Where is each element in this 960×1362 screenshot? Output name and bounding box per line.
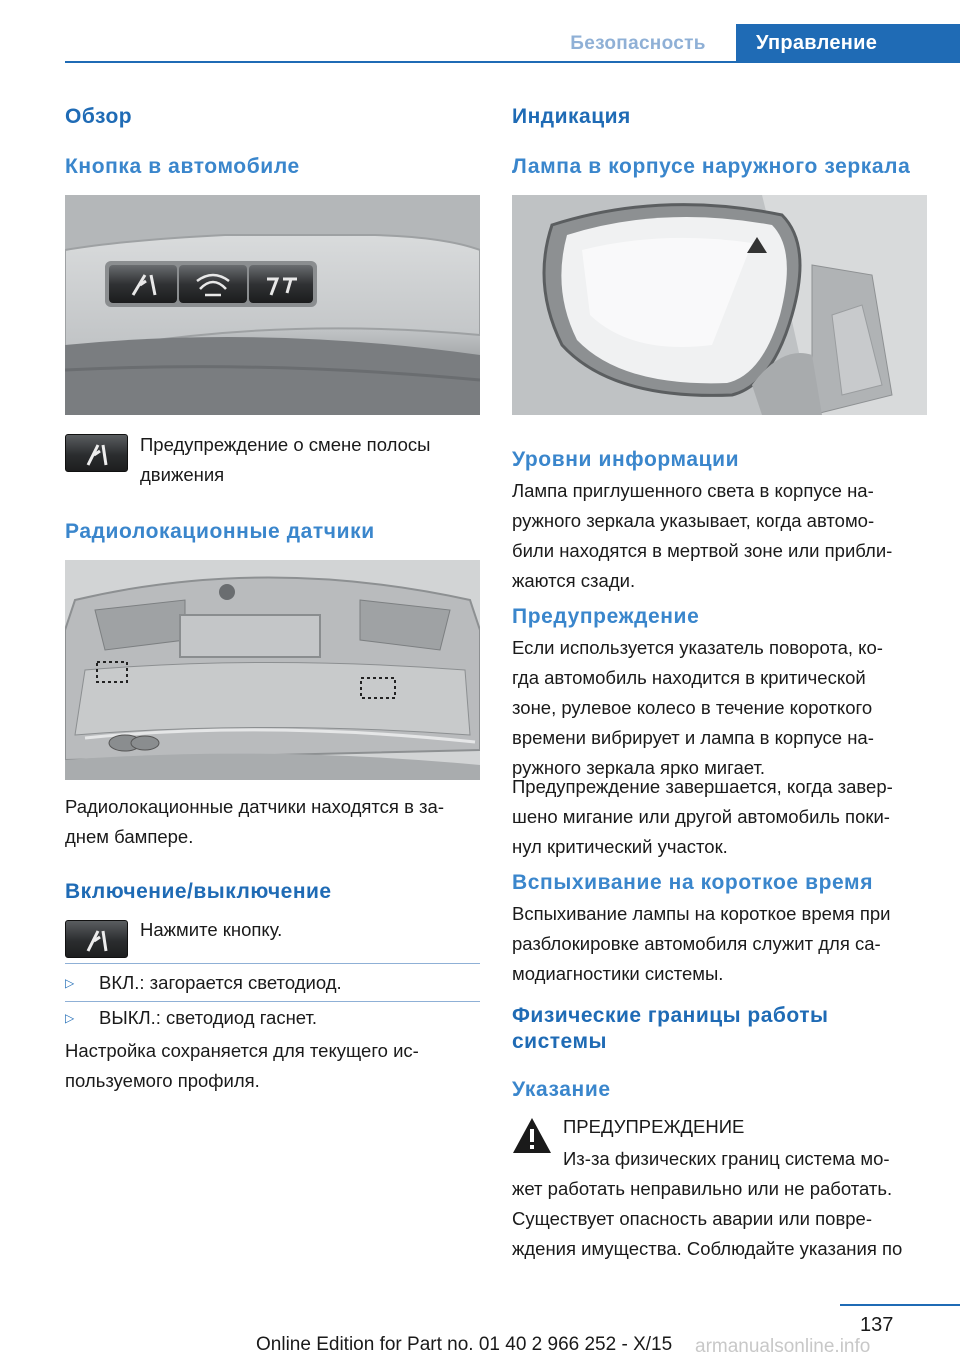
warning-end-line-1: Предупреждение завершается, когда завер‐ (512, 776, 893, 797)
bullet-triangle-icon: ▷ (65, 1011, 75, 1025)
bullet-triangle-icon: ▷ (65, 976, 75, 990)
lane-warning-caption (140, 430, 480, 490)
press-button-text: Нажмите кнопку. (140, 919, 283, 940)
button-panel-photo (65, 195, 480, 415)
heading-short-flash: Вспыхивание на короткое время (512, 871, 874, 894)
radar-text-line-1: Радиолокационные датчики находятся в за‐ (65, 796, 444, 817)
flash-line-2: разблокировке автомобиля служит для са‐ (512, 933, 881, 954)
header-tab-safety[interactable]: Безопасность (570, 33, 706, 54)
levels-line-2: ружного зеркала указывает, когда автомо‐ (512, 510, 875, 531)
edition-line: Online Edition for Part no. 01 40 2 966 252 - X/15 (256, 1334, 673, 1355)
caution-title: ПРЕДУПРЕЖДЕНИЕ (563, 1116, 745, 1137)
flash-line-3: модиагностики системы. (512, 963, 724, 984)
heading-radar-sensors: Радиолокационные датчики (65, 520, 375, 543)
lane-warning-caption-line-2: движения (140, 464, 225, 485)
radar-text-line-2: днем бампере. (65, 826, 194, 847)
levels-line-4: жаются сзади. (512, 570, 636, 591)
mirror-illustration (512, 195, 927, 415)
flash-text (512, 899, 932, 989)
page-number: 137 (860, 1314, 894, 1336)
caution-line-3: Существует опасность аварии или повре‐ (512, 1208, 873, 1229)
heading-system-limits-line-1: Физические границы работы (512, 1004, 829, 1027)
watermark: armanualsonline.info (695, 1336, 871, 1357)
warning-end-line-3: нул критический участок. (512, 836, 728, 857)
caution-text (512, 1174, 932, 1264)
header-tab-control[interactable]: Управление (736, 24, 960, 62)
caution-line-2: жет работать неправильно или не работать. (512, 1178, 893, 1199)
header-rule (65, 61, 960, 63)
mirror-photo (512, 195, 927, 415)
lane-change-warning-button-icon (65, 434, 128, 472)
heading-note: Указание (512, 1078, 611, 1101)
heading-info-levels: Уровни информации (512, 448, 740, 471)
warning-line-3: зоне, рулевое колесо в течение короткого (512, 697, 873, 718)
heading-system-limits (512, 1003, 828, 1055)
flash-line-1: Вспыхивание лампы на короткое время при (512, 903, 891, 924)
levels-line-3: били находятся в мертвой зоне или прибли‐ (512, 540, 893, 561)
footer-rule (840, 1304, 960, 1306)
warning-end-line-2: шено мигание или другой автомобиль поки‐ (512, 806, 890, 827)
warning-line-1: Если используется указатель поворота, ко‐ (512, 637, 883, 658)
caution-line-4: ждения имущества. Соблюдайте указания по (512, 1238, 903, 1259)
list-divider-middle (65, 1001, 480, 1002)
bullet-off (65, 1003, 480, 1033)
heading-warning: Предупреждение (512, 605, 700, 628)
heading-overview: Обзор (65, 105, 133, 128)
warning-end-text (512, 772, 932, 862)
setting-text-line-1: Настройка сохраняется для текущего ис‐ (65, 1040, 419, 1061)
warning-line-4: времени вибрирует и лампа в корпусе на‐ (512, 727, 874, 748)
caution-line-1: Из-за физических границ система мо‐ (563, 1148, 890, 1169)
lane-change-button-icon-small (65, 920, 128, 958)
heading-mirror-lamp: Лампа в корпусе наружного зеркала (512, 155, 911, 178)
list-divider-top (65, 963, 480, 964)
radar-location-text (65, 792, 480, 852)
warning-line-5: ружного зеркала ярко мигает. (512, 757, 766, 778)
bullet-off-text: ВЫКЛ.: светодиод гаснет. (99, 1007, 318, 1028)
heading-button-in-car: Кнопка в автомобиле (65, 155, 300, 178)
bullet-on-text: ВКЛ.: загорается светодиод. (99, 972, 342, 993)
heading-system-limits-line-2: системы (512, 1030, 607, 1053)
lane-warning-caption-line-1: Предупреждение о смене полосы (140, 434, 431, 455)
warning-triangle-icon (512, 1116, 552, 1156)
car-rear-illustration (65, 560, 480, 780)
button-panel-illustration (65, 195, 480, 415)
setting-saved-text (65, 1036, 480, 1096)
bullet-on (65, 968, 480, 998)
warning-line-2: гда автомобиль находится в критической (512, 667, 866, 688)
heading-on-off: Включение/выключение (65, 880, 332, 903)
levels-line-1: Лампа приглушенного света в корпусе на‐ (512, 480, 874, 501)
heading-indication: Индикация (512, 105, 631, 128)
levels-text (512, 476, 932, 596)
setting-text-line-2: пользуемого профиля. (65, 1070, 260, 1091)
car-rear-photo (65, 560, 480, 780)
warning-text (512, 633, 932, 783)
